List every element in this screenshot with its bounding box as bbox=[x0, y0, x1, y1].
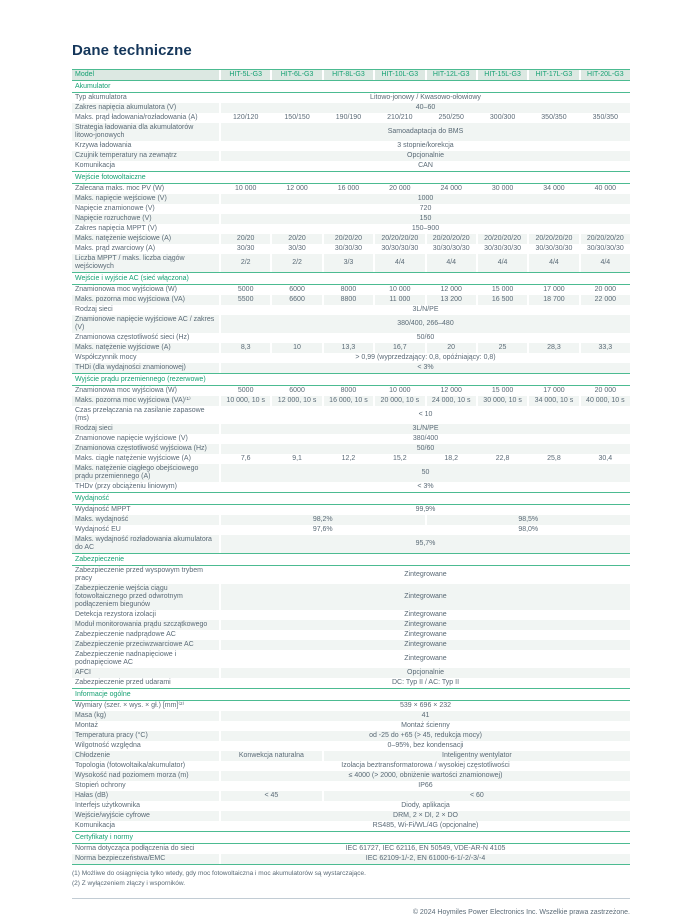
spec-row bbox=[72, 285, 630, 295]
spec-row bbox=[72, 668, 630, 678]
spec-value: 25 bbox=[478, 343, 527, 353]
spec-row bbox=[72, 801, 630, 811]
spec-value: 30 000, 10 s bbox=[478, 396, 527, 406]
spec-row bbox=[72, 731, 630, 741]
footnote-2: (2) Z wyłączeniem złączy i wsporników. bbox=[72, 879, 186, 887]
spec-label: Maks. prąd ładowania/rozładowania (A) bbox=[75, 114, 198, 121]
spec-value: Zintegrowane bbox=[404, 631, 447, 638]
section-body bbox=[72, 701, 630, 831]
spec-label: AFCI bbox=[72, 668, 219, 678]
spec-value: 190/190 bbox=[335, 114, 362, 121]
spec-label: Maks. napięcie wejściowe (V) bbox=[72, 194, 219, 204]
spec-label: Moduł monitorowania prądu szczątkowego bbox=[72, 620, 219, 630]
spec-row bbox=[72, 353, 630, 363]
spec-value: < 3% bbox=[417, 483, 434, 490]
model-name: HIT-8L-G3 bbox=[324, 70, 373, 80]
spec-value: 20/20/20/20 bbox=[375, 234, 424, 244]
spec-value: IP66 bbox=[418, 782, 433, 789]
spec-value: 5500 bbox=[221, 295, 270, 305]
spec-row bbox=[72, 741, 630, 751]
model-name: HIT-5L-G3 bbox=[221, 70, 270, 80]
spec-value: 6600 bbox=[272, 295, 321, 305]
spec-value: 380/400 bbox=[412, 435, 439, 442]
spec-value: 12 000 bbox=[286, 185, 308, 192]
spec-label: Maks. prąd zwarciowy (A) bbox=[75, 245, 156, 252]
spec-value: RS485, Wi-Fi/WL/4G (opcjonalne) bbox=[372, 822, 479, 829]
spec-value: 30/30/30/30 bbox=[535, 245, 573, 252]
spec-label: Znamionowa moc wyjściowa (W) bbox=[75, 286, 177, 293]
section-title: Wejście i wyjście AC (sieć włączona) bbox=[72, 272, 630, 285]
spec-label: Rodzaj sieci bbox=[72, 424, 219, 434]
spec-label: Chłodzenie bbox=[72, 751, 219, 761]
spec-value: 30/30/30/30 bbox=[432, 245, 470, 252]
spec-value: 50/60 bbox=[221, 444, 630, 454]
spec-value: 3L/N/PE bbox=[221, 424, 630, 434]
spec-value: od -25 do +65 (> 45, redukcja mocy) bbox=[221, 731, 630, 741]
spec-row bbox=[72, 386, 630, 396]
spec-value: 15,2 bbox=[393, 455, 407, 462]
spec-label: Strategia ładowania dla akumulatorów litowo-jonowych bbox=[72, 123, 219, 141]
spec-value: 250/250 bbox=[438, 114, 464, 121]
spec-row bbox=[72, 678, 630, 688]
spec-label: Topologia (fotowoltaika/akumulator) bbox=[75, 762, 186, 769]
spec-label: Norma dotycząca podłączenia do sieci bbox=[75, 845, 195, 852]
model-header-row bbox=[72, 70, 630, 80]
section-body bbox=[72, 93, 630, 171]
spec-value: 1000 bbox=[221, 194, 630, 204]
spec-value: IEC 61727, IEC 62116, EN 50549, VDE-AR-N 4105 bbox=[345, 845, 506, 852]
spec-value: 720 bbox=[419, 205, 432, 212]
spec-value: 40 000, 10 s bbox=[581, 396, 630, 406]
model-name: HIT-20L-G3 bbox=[581, 70, 630, 80]
spec-value: 10 000 bbox=[389, 387, 411, 394]
spec-row bbox=[72, 333, 630, 343]
spec-row bbox=[72, 151, 630, 161]
model-corner-label: Model bbox=[72, 70, 219, 80]
spec-value: 40–60 bbox=[221, 103, 630, 113]
footnote-1: (1) Możliwe do osiągnięcia tylko wtedy, gdy moc fotowoltaiczna i moc akumulatorów są wystarczające. bbox=[72, 870, 366, 877]
spec-value: 13 200 bbox=[427, 295, 476, 305]
spec-value: 20 bbox=[427, 343, 476, 353]
spec-row bbox=[72, 194, 630, 204]
spec-row bbox=[72, 535, 630, 553]
spec-value: 24 000, 10 s bbox=[427, 396, 476, 406]
spec-value: 25,8 bbox=[547, 455, 561, 462]
spec-label: Napięcie znamionowe (V) bbox=[75, 205, 155, 212]
spec-value: 3L/N/PE bbox=[412, 306, 439, 313]
spec-row bbox=[72, 141, 630, 151]
spec-value: 12 000, 10 s bbox=[272, 396, 321, 406]
spec-row bbox=[72, 93, 630, 103]
spec-label: Wysokość nad poziomem morza (m) bbox=[72, 771, 219, 781]
spec-value: Zintegrowane bbox=[404, 655, 447, 662]
spec-value: 20/20 bbox=[272, 234, 321, 244]
spec-label: Norma bezpieczeństwa/EMC bbox=[72, 854, 219, 864]
spec-value: 33,3 bbox=[581, 343, 630, 353]
spec-label: THDv (przy obciążeniu liniowym) bbox=[75, 483, 177, 490]
spec-label: Detekcja rezystora izolacji bbox=[75, 611, 156, 618]
spec-value: 17 000 bbox=[543, 286, 565, 293]
spec-label: Czas przełączania na zasilanie zapasowe (ms) bbox=[75, 407, 205, 422]
spec-value: IEC 62109-1/-2, EN 61000-6-1/-2/-3/-4 bbox=[221, 854, 630, 864]
spec-label: Komunikacja bbox=[75, 162, 116, 169]
spec-value: 50/60 bbox=[416, 334, 435, 341]
spec-value: 10 000 bbox=[389, 286, 411, 293]
spec-label: THDi (dla wydajności znamionowej) bbox=[72, 363, 219, 373]
spec-row bbox=[72, 701, 630, 711]
spec-value: Montaż ścienny bbox=[401, 722, 450, 729]
spec-label: Zabezpieczenie przed udarami bbox=[75, 679, 171, 686]
spec-value: 13,3 bbox=[324, 343, 373, 353]
spec-value: < 3% bbox=[221, 363, 630, 373]
spec-value: 20/20/20/20 bbox=[529, 234, 578, 244]
spec-row bbox=[72, 854, 630, 864]
spec-value: 350/350 bbox=[541, 114, 567, 121]
spec-label: Wydajność MPPT bbox=[75, 506, 131, 513]
spec-label: Znamionowa częstotliwość sieci (Hz) bbox=[75, 334, 190, 341]
spec-value: 30/30 bbox=[236, 245, 255, 252]
spec-row bbox=[72, 630, 630, 640]
spec-value: 16 000 bbox=[337, 185, 360, 192]
spec-label: Zabezpieczenie nadprądowe AC bbox=[75, 631, 176, 638]
spec-label: Maks. pozorna moc wyjściowa (VA) bbox=[72, 295, 219, 305]
spec-value: 11 000 bbox=[375, 295, 424, 305]
spec-row bbox=[72, 224, 630, 234]
spec-value: 12 000 bbox=[440, 286, 462, 293]
spec-label: Hałas (dB) bbox=[72, 791, 219, 801]
spec-row bbox=[72, 650, 630, 668]
spec-table bbox=[72, 69, 630, 865]
section-body bbox=[72, 505, 630, 553]
spec-row bbox=[72, 791, 630, 801]
spec-label: Typ akumulatora bbox=[75, 94, 127, 101]
spec-value: 539 × 696 × 232 bbox=[400, 702, 451, 709]
spec-value: Opcjonalnie bbox=[221, 151, 630, 161]
spec-value: 30,4 bbox=[598, 455, 613, 462]
spec-value: 16 000, 10 s bbox=[324, 396, 373, 406]
section-body bbox=[72, 566, 630, 688]
spec-value: 15 000 bbox=[491, 286, 514, 293]
spec-value: 7,6 bbox=[240, 455, 251, 462]
spec-value: 2/2 bbox=[272, 254, 321, 272]
spec-value: Inteligentny wentylator bbox=[324, 751, 630, 761]
spec-row bbox=[72, 184, 630, 194]
spec-row bbox=[72, 821, 630, 831]
spec-row bbox=[72, 751, 630, 761]
spec-row bbox=[72, 566, 630, 584]
spec-value: 20/20/20 bbox=[324, 234, 373, 244]
section-title: Certyfikaty i normy bbox=[72, 831, 630, 844]
footer-divider bbox=[72, 898, 630, 899]
spec-label: Znamionowa moc wyjściowa (W) bbox=[75, 387, 177, 394]
spec-value: 20 000 bbox=[594, 286, 617, 293]
spec-row bbox=[72, 343, 630, 353]
spec-value: 20 000 bbox=[594, 387, 617, 394]
spec-value: 150 bbox=[221, 214, 630, 224]
spec-row bbox=[72, 123, 630, 141]
spec-row bbox=[72, 444, 630, 454]
spec-value: 98,2% bbox=[221, 515, 425, 525]
spec-label: Zabezpieczenie przed wyspowym trybem pracy bbox=[75, 567, 203, 582]
spec-label: Rodzaj sieci bbox=[75, 306, 113, 313]
spec-value: 30 000 bbox=[491, 185, 514, 192]
spec-value: 34 000, 10 s bbox=[529, 396, 578, 406]
page-title: Dane techniczne bbox=[72, 42, 192, 59]
spec-value: 41 bbox=[221, 711, 630, 721]
spec-value: 15 000 bbox=[491, 387, 514, 394]
spec-value: 3 stopnie/korekcja bbox=[397, 142, 454, 149]
model-name: HIT-10L-G3 bbox=[375, 70, 424, 80]
spec-label: Montaż bbox=[75, 722, 98, 729]
spec-label: Znamionowe napięcie wyjściowe (V) bbox=[75, 435, 188, 442]
spec-value: 4/4 bbox=[478, 254, 527, 272]
section-body bbox=[72, 386, 630, 492]
spec-label: Czujnik temperatury na zewnątrz bbox=[72, 151, 219, 161]
spec-value: 8,3 bbox=[221, 343, 270, 353]
section-body bbox=[72, 184, 630, 272]
spec-label: Napięcie rozruchowe (V) bbox=[72, 214, 219, 224]
spec-value: 20 000 bbox=[389, 185, 411, 192]
spec-label: Zabezpieczenie wejścia ciągu fotowoltaicznego przed odwrotnym podłączeniem biegunów bbox=[72, 584, 219, 610]
section-title: Wejście fotowoltaiczne bbox=[72, 171, 630, 184]
spec-value: 5000 bbox=[237, 286, 254, 293]
spec-row bbox=[72, 771, 630, 781]
spec-value: < 45 bbox=[221, 791, 322, 801]
spec-value: Zintegrowane bbox=[404, 571, 447, 578]
spec-row bbox=[72, 305, 630, 315]
spec-value: 350/350 bbox=[592, 114, 618, 121]
spec-value: 6000 bbox=[289, 387, 305, 394]
spec-row bbox=[72, 454, 630, 464]
spec-value: 34 000 bbox=[543, 185, 565, 192]
spec-value: 8000 bbox=[340, 286, 357, 293]
spec-label: Liczba MPPT / maks. liczba ciągów wejściowych bbox=[72, 254, 219, 272]
model-name: HIT-12L-G3 bbox=[427, 70, 476, 80]
spec-label: Zabezpieczenie przeciwzwarciowe AC bbox=[72, 640, 219, 650]
spec-value: CAN bbox=[418, 162, 433, 169]
spec-value: 30/30 bbox=[288, 245, 306, 252]
spec-value: ≤ 4000 (> 2000, obniżenie wartości znamionowej) bbox=[221, 771, 630, 781]
spec-value: 18,2 bbox=[444, 455, 458, 462]
spec-row bbox=[72, 844, 630, 854]
spec-row bbox=[72, 406, 630, 424]
spec-value: DRM, 2 × DI, 2 × DO bbox=[221, 811, 630, 821]
spec-row bbox=[72, 464, 630, 482]
spec-value: 30/30/30/30 bbox=[381, 245, 419, 252]
spec-value: 5000 bbox=[237, 387, 254, 394]
spec-row bbox=[72, 781, 630, 791]
spec-label: Wilgotność względna bbox=[75, 742, 141, 749]
spec-value: 30/30/30/30 bbox=[586, 245, 624, 252]
spec-row bbox=[72, 295, 630, 305]
spec-value: 24 000 bbox=[440, 185, 462, 192]
spec-value: 8000 bbox=[340, 387, 357, 394]
spec-value: 10 000 bbox=[234, 185, 257, 192]
spec-value: Opcjonalnie bbox=[221, 668, 630, 678]
spec-value: 12 000 bbox=[440, 387, 462, 394]
spec-value: 50 bbox=[221, 464, 630, 482]
spec-value: 4/4 bbox=[427, 254, 476, 272]
section-body bbox=[72, 844, 630, 864]
spec-value: Samoadaptacja do BMS bbox=[221, 123, 630, 141]
spec-value: 22,8 bbox=[495, 455, 510, 462]
section-body bbox=[72, 285, 630, 373]
spec-row bbox=[72, 721, 630, 731]
spec-row bbox=[72, 315, 630, 333]
spec-row bbox=[72, 204, 630, 214]
section-title: Akumulator bbox=[72, 80, 630, 93]
spec-row bbox=[72, 610, 630, 620]
spec-label: Masa (kg) bbox=[72, 711, 219, 721]
model-name: HIT-17L-G3 bbox=[529, 70, 578, 80]
spec-label: Maks. ciągłe natężenie wyjściowe (A) bbox=[75, 455, 191, 462]
spec-value: 95,7% bbox=[221, 535, 630, 553]
section-title: Wyjście prądu przemiennego (rezerwowe) bbox=[72, 373, 630, 386]
spec-value: 20/20/20/20 bbox=[427, 234, 476, 244]
spec-value: 10 000, 10 s bbox=[221, 396, 270, 406]
spec-value: 4/4 bbox=[529, 254, 578, 272]
spec-label: Stopień ochrony bbox=[75, 782, 126, 789]
spec-label: Wydajność EU bbox=[75, 526, 121, 533]
spec-value: 20/20/20/20 bbox=[581, 234, 630, 244]
copyright-footer: © 2024 Hoymiles Power Electronics Inc. Wszelkie prawa zastrzeżone. bbox=[412, 909, 630, 916]
spec-value: 210/210 bbox=[387, 114, 413, 121]
section-title: Informacje ogólne bbox=[72, 688, 630, 701]
spec-value: DC: Typ II / AC: Typ II bbox=[391, 679, 460, 686]
spec-label: Zakres napięcia MPPT (V) bbox=[75, 225, 157, 232]
spec-value: 150/150 bbox=[284, 114, 310, 121]
spec-value: 28,3 bbox=[529, 343, 578, 353]
spec-value: 98,0% bbox=[518, 526, 539, 533]
spec-row bbox=[72, 434, 630, 444]
spec-value: 16 500 bbox=[478, 295, 527, 305]
section-title: Wydajność bbox=[72, 492, 630, 505]
spec-value: 20/20 bbox=[221, 234, 270, 244]
spec-value: 300/300 bbox=[489, 114, 516, 121]
spec-row bbox=[72, 640, 630, 650]
spec-value: 20/20/20/20 bbox=[478, 234, 527, 244]
spec-label: Współczynnik mocy bbox=[75, 354, 137, 361]
spec-row bbox=[72, 811, 630, 821]
spec-value: Zintegrowane bbox=[221, 620, 630, 630]
spec-row bbox=[72, 482, 630, 492]
spec-row bbox=[72, 363, 630, 373]
spec-row bbox=[72, 254, 630, 272]
model-name: HIT-6L-G3 bbox=[272, 70, 321, 80]
spec-row bbox=[72, 113, 630, 123]
spec-value: 4/4 bbox=[375, 254, 424, 272]
spec-row bbox=[72, 505, 630, 515]
spec-value: Zintegrowane bbox=[404, 611, 447, 618]
spec-value: 6000 bbox=[289, 286, 305, 293]
spec-value: 150–900 bbox=[411, 225, 440, 232]
spec-value: 97,6% bbox=[312, 526, 333, 533]
spec-value: 380/400, 266–480 bbox=[221, 315, 630, 333]
spec-label: Wymiary (szer. × wys. × gł.) [mm]⁽²⁾ bbox=[75, 702, 185, 709]
spec-value: 30/30/30/30 bbox=[484, 245, 522, 252]
spec-row bbox=[72, 396, 630, 406]
spec-value: 2/2 bbox=[221, 254, 270, 272]
spec-label: Wejście/wyjście cyfrowe bbox=[72, 811, 219, 821]
spec-value: Litowo-jonowy / Kwasowo-ołowiowy bbox=[370, 94, 481, 101]
spec-value: > 0,99 (wyprzedzający: 0,8, opóźniający: 0,8) bbox=[355, 354, 496, 361]
spec-label: Maks. natężenie ciągłego obejściowego prądu przemiennego (A) bbox=[72, 464, 219, 482]
spec-label: Maks. natężenie wyjściowe (A) bbox=[72, 343, 219, 353]
spec-value: 4/4 bbox=[581, 254, 630, 272]
spec-value: 98,5% bbox=[427, 515, 631, 525]
spec-value: 120/120 bbox=[233, 114, 259, 121]
spec-label: Temperatura pracy (°C) bbox=[72, 731, 219, 741]
spec-value: 40 000 bbox=[594, 185, 617, 192]
spec-row bbox=[72, 161, 630, 171]
spec-label: Maks. natężenie wejściowe (A) bbox=[72, 234, 219, 244]
spec-value: 8800 bbox=[324, 295, 373, 305]
spec-label: Interfejs użytkownika bbox=[75, 802, 140, 809]
spec-value: 99,9% bbox=[415, 506, 436, 513]
spec-value: Konwekcja naturalna bbox=[221, 751, 322, 761]
spec-value: 0–95%, bez kondensacji bbox=[387, 742, 464, 749]
model-name: HIT-15L-G3 bbox=[478, 70, 527, 80]
spec-label: Zabezpieczenie nadnapięciowe i podnapięciowe AC bbox=[75, 651, 177, 666]
spec-value: Diody, aplikacja bbox=[401, 802, 450, 809]
spec-row bbox=[72, 234, 630, 244]
spec-row bbox=[72, 244, 630, 254]
spec-value: 20 000, 10 s bbox=[375, 396, 424, 406]
spec-value: 22 000 bbox=[581, 295, 630, 305]
footnotes bbox=[72, 869, 630, 888]
spec-label: Krzywa ładowania bbox=[75, 142, 132, 149]
spec-row bbox=[72, 214, 630, 224]
spec-row bbox=[72, 584, 630, 610]
spec-label: Zalecana maks. moc PV (W) bbox=[75, 185, 165, 192]
spec-value: 16,7 bbox=[375, 343, 424, 353]
spec-row bbox=[72, 761, 630, 771]
spec-value: 9,1 bbox=[292, 455, 302, 462]
spec-row bbox=[72, 103, 630, 113]
spec-value: 18 700 bbox=[529, 295, 578, 305]
section-title: Zabezpieczenie bbox=[72, 553, 630, 566]
spec-label: Znamionowa częstotliwość wyjściowa (Hz) bbox=[72, 444, 219, 454]
spec-row bbox=[72, 515, 630, 525]
spec-value: 17 000 bbox=[543, 387, 565, 394]
spec-value: < 10 bbox=[418, 411, 433, 418]
spec-row bbox=[72, 424, 630, 434]
spec-value: 10 bbox=[272, 343, 321, 353]
spec-value: 30/30/30 bbox=[334, 245, 363, 252]
spec-label: Znamionowe napięcie wyjściowe AC / zakres (V) bbox=[72, 315, 219, 333]
spec-row bbox=[72, 620, 630, 630]
spec-value: Zintegrowane bbox=[221, 640, 630, 650]
spec-value: Izolacja beztransformatorowa / wysokiej częstotliwości bbox=[341, 762, 510, 769]
spec-value: < 60 bbox=[324, 791, 630, 801]
spec-value: 12,2 bbox=[341, 455, 356, 462]
spec-row bbox=[72, 711, 630, 721]
spec-label: Zakres napięcia akumulatora (V) bbox=[72, 103, 219, 113]
spec-label: Maks. wydajność bbox=[72, 515, 219, 525]
spec-label: Maks. pozorna moc wyjściowa (VA)⁽¹⁾ bbox=[72, 396, 219, 406]
spec-value: Zintegrowane bbox=[221, 584, 630, 610]
spec-label: Maks. wydajność rozładowania akumulatora do AC bbox=[72, 535, 219, 553]
spec-value: 3/3 bbox=[324, 254, 373, 272]
spec-row bbox=[72, 525, 630, 535]
spec-label: Komunikacja bbox=[75, 822, 116, 829]
